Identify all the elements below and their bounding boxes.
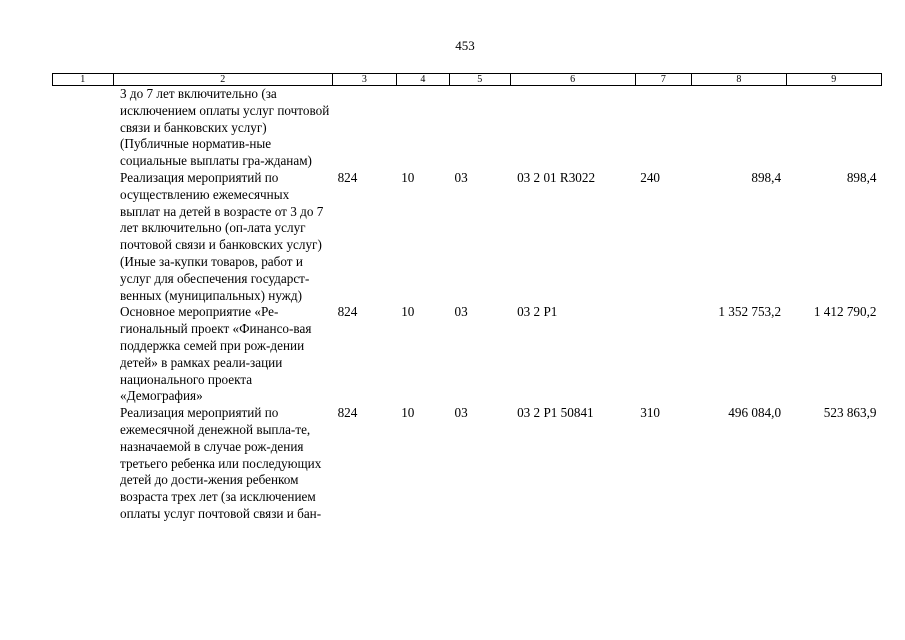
page-number: 453 xyxy=(455,38,475,53)
column-header: 6 xyxy=(510,74,635,86)
table-row xyxy=(53,86,882,170)
sum-first-year: 1 352 753,2 xyxy=(718,304,782,320)
target-code: 03 2 P1 xyxy=(517,304,558,320)
row-name: 3 до 7 лет включительно (за исключением оплаты услуг почтовой связи и банковских услуг) (Публичные норматив-ные социальные выплаты гра-жданам) xyxy=(120,86,330,169)
sum-second-year xyxy=(786,86,881,170)
row-index-cell xyxy=(53,304,114,405)
column-header: 2 xyxy=(113,74,333,86)
expense-type-code xyxy=(635,86,691,170)
section-code: 10 xyxy=(401,405,415,421)
budget-table xyxy=(52,73,882,523)
subsection-code: 03 xyxy=(454,169,468,185)
column-header: 1 xyxy=(53,74,114,86)
ministry-code: 824 xyxy=(337,169,358,185)
sum-second-year: 1 412 790,2 xyxy=(813,304,877,320)
subsection-code: 03 xyxy=(454,405,468,421)
row-index-cell xyxy=(53,405,114,523)
column-header: 9 xyxy=(786,74,881,86)
table-header-row xyxy=(53,74,882,86)
sum-first-year xyxy=(692,86,786,170)
table-row xyxy=(53,405,882,523)
subsection-code xyxy=(450,86,511,170)
ministry-code xyxy=(333,86,397,170)
subsection-code: 03 xyxy=(454,304,468,320)
target-code: 03 2 P1 50841 xyxy=(517,405,594,421)
section-code: 10 xyxy=(401,304,415,320)
sum-second-year: 898,4 xyxy=(846,169,877,185)
sum-first-year: 496 084,0 xyxy=(728,405,782,421)
row-name: Основное мероприятие «Ре-гиональный проект «Финансо-вая поддержка семей при рож-дении детей» в рамках реали-зации национального проекта «Демография» xyxy=(120,304,312,404)
expense-type-code: 310 xyxy=(640,405,660,421)
expense-type-code: 240 xyxy=(640,169,660,185)
section-code xyxy=(396,86,449,170)
column-header: 4 xyxy=(396,74,449,86)
column-header: 3 xyxy=(333,74,397,86)
column-header: 5 xyxy=(450,74,511,86)
ministry-code: 824 xyxy=(337,405,358,421)
target-code: 03 2 01 R3022 xyxy=(517,169,596,185)
column-header: 8 xyxy=(692,74,786,86)
sum-second-year: 523 863,9 xyxy=(823,405,877,421)
column-header: 7 xyxy=(635,74,691,86)
target-code xyxy=(510,86,635,170)
expense-type-code xyxy=(635,304,691,405)
section-code: 10 xyxy=(401,169,415,185)
row-name: Реализация мероприятий по ежемесячной денежной выпла-те, назначаемой в случае рож-дения третьего ребенка или последующих детей до дости-жения ребенком возраста трех лет (за исключением оплаты услуг почтовой связи и бан- xyxy=(120,405,322,521)
row-index-cell xyxy=(53,86,114,170)
sum-first-year: 898,4 xyxy=(751,169,782,185)
ministry-code: 824 xyxy=(337,304,358,320)
row-name: Реализация мероприятий по осуществлению ежемесячных выплат на детей в возрасте от 3 до 7 лет включительно (оп-лата услуг почтовой связи и банковских услуг) (Иные за-купки товаров, работ и услуг для обеспечения государст-венных (муниципальных) нужд) xyxy=(120,169,324,303)
table-row xyxy=(53,304,882,405)
row-index-cell xyxy=(53,170,114,304)
table-row xyxy=(53,170,882,304)
